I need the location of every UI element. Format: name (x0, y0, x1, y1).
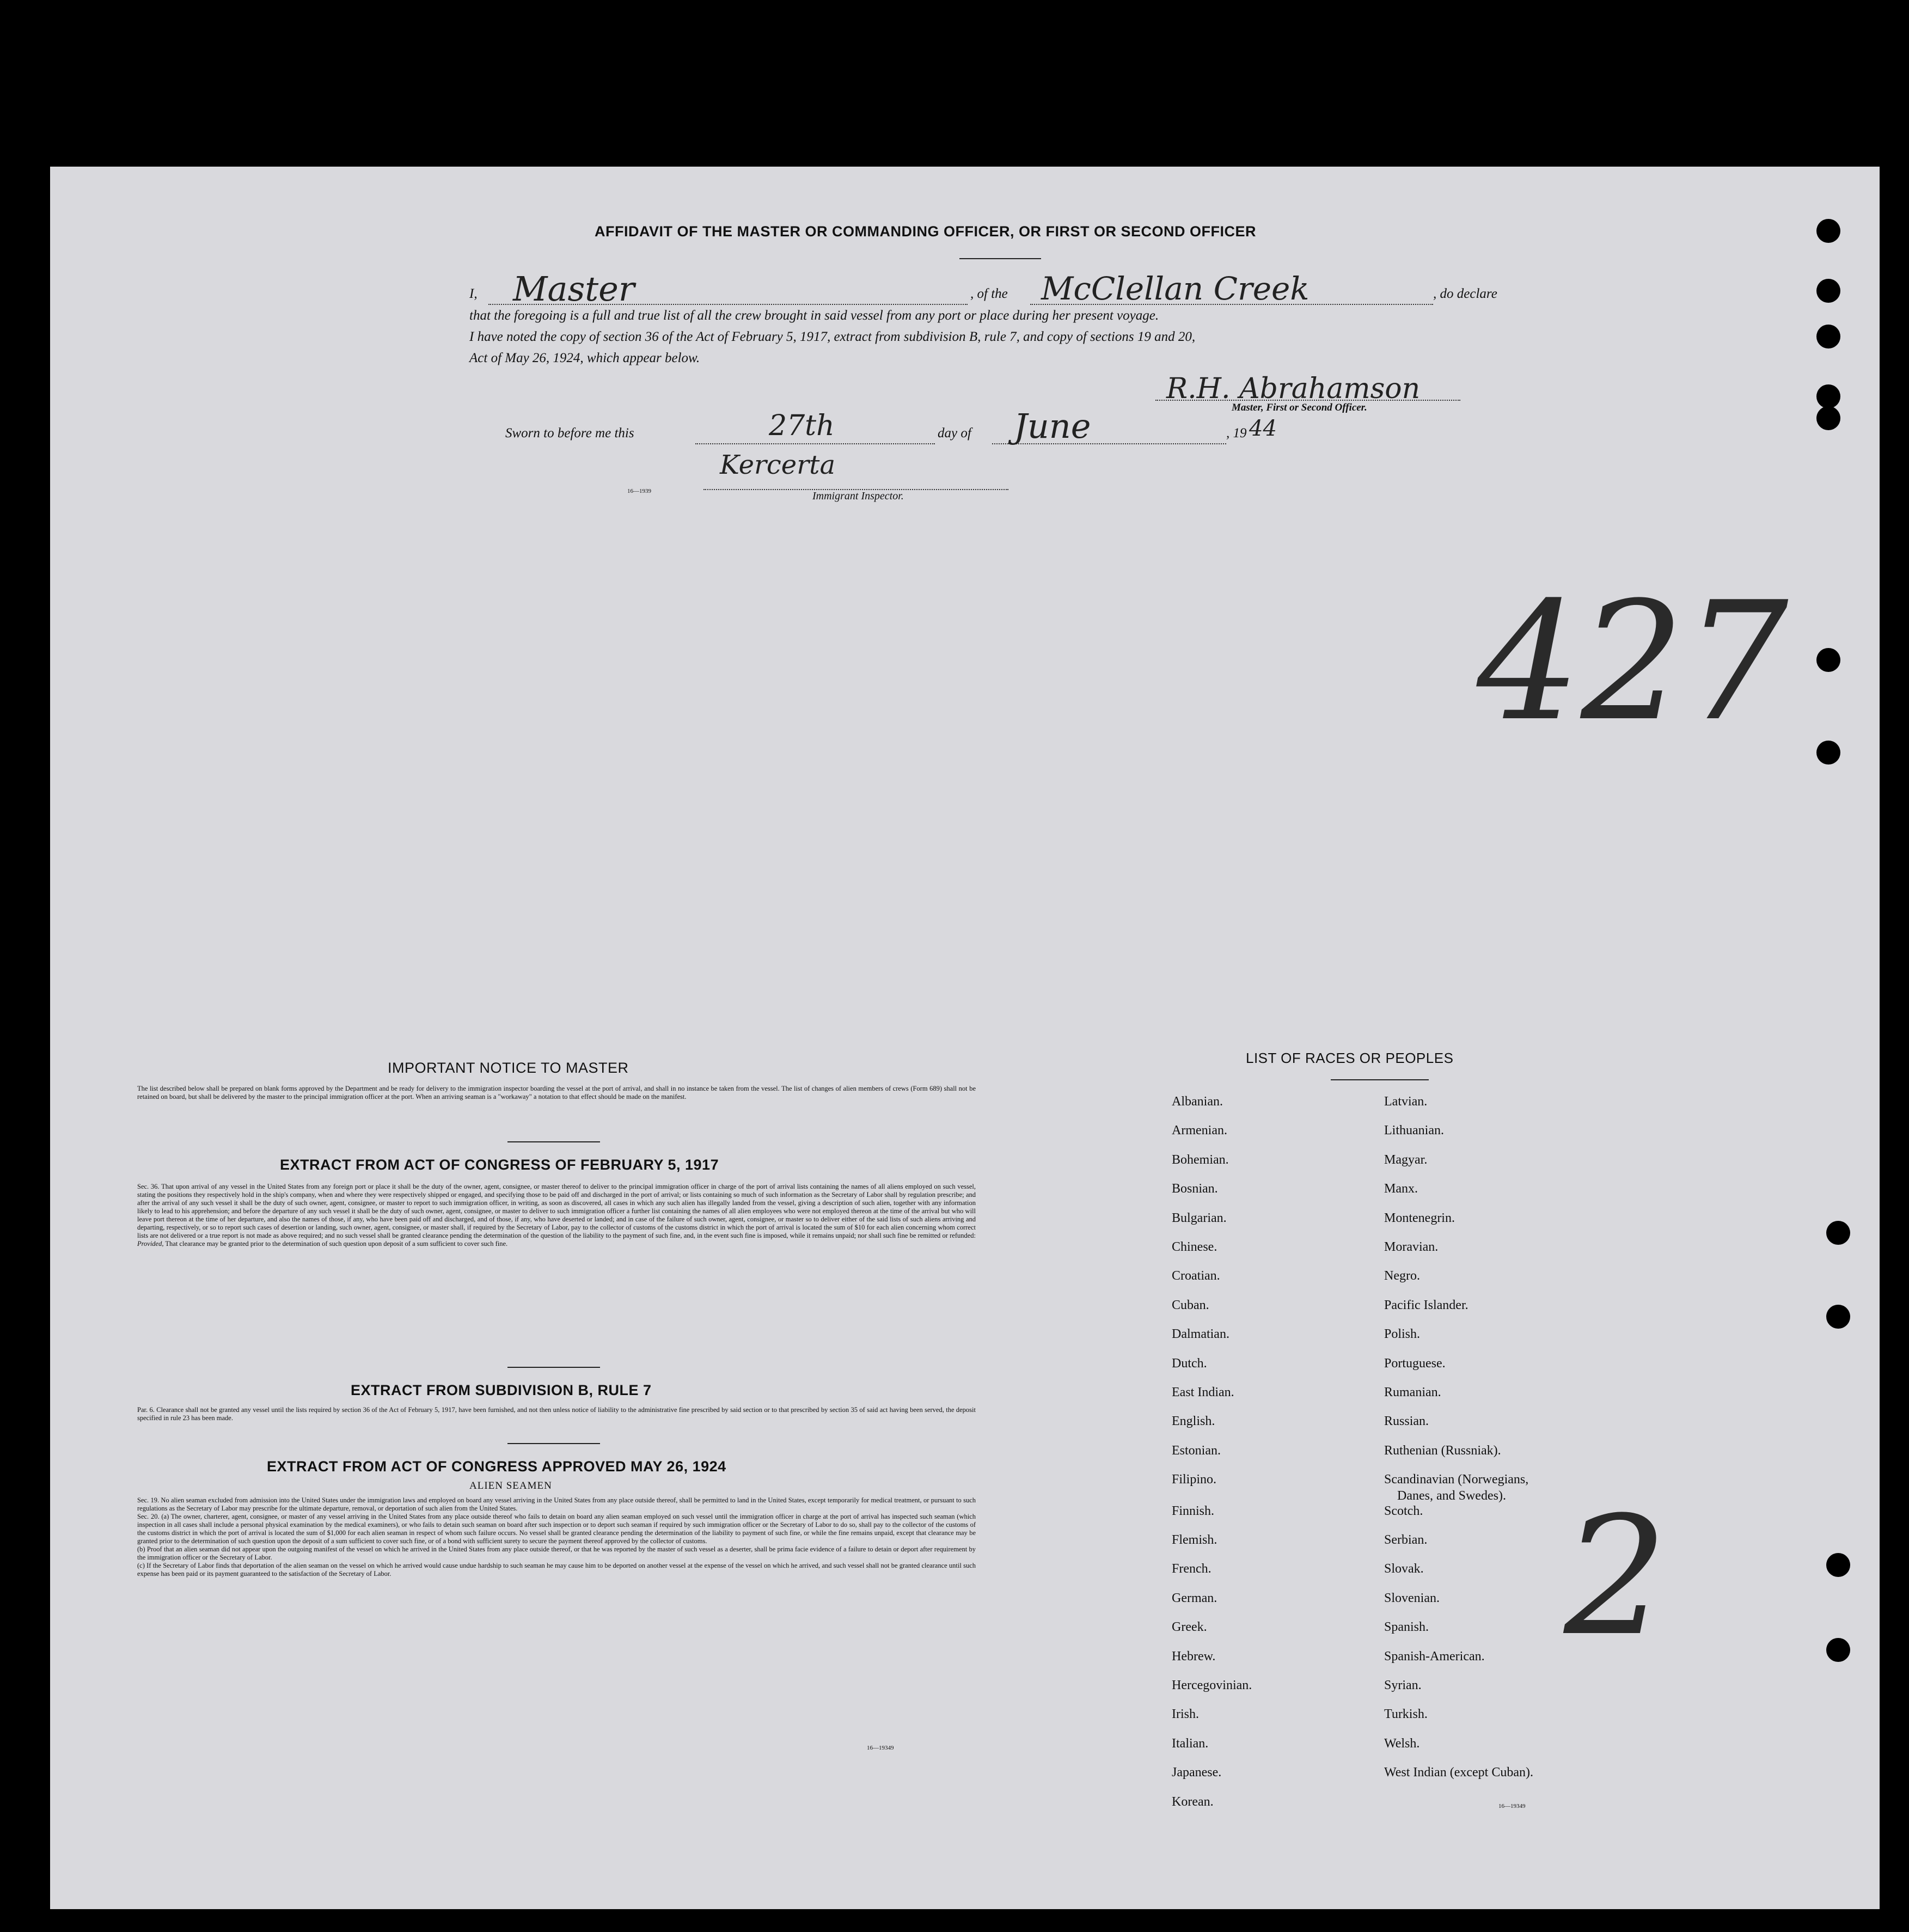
inspector-caption: Immigrant Inspector. (812, 490, 904, 502)
punch-hole (1816, 384, 1840, 408)
extract-1917-body (137, 1183, 976, 1248)
race-right-item: Magyar. (1384, 1152, 1428, 1167)
race-right-item: Ruthenian (Russniak). (1384, 1443, 1501, 1458)
race-left-item: Cuban. (1172, 1298, 1209, 1312)
race-right-item: Danes, and Swedes). (1397, 1489, 1506, 1503)
signature-fill-line (1155, 400, 1460, 401)
handwritten-page-mark: 427 (1477, 567, 1789, 757)
punch-hole (1826, 1221, 1850, 1245)
race-right-item: West Indian (except Cuban). (1384, 1765, 1533, 1780)
race-left-item: Italian. (1172, 1736, 1209, 1751)
section-19-text: Sec. 19. No alien seaman excluded from admission into the United States under the immigration laws and employed on board any vessel arriving in the United States from any place outside thereof, shall be permitted to land in the United States, except temporarily for medical treatment, or pursuant to such regulations as the Secretary of Labor may prescribe for the ultimate departure, removal, or deportation of such alien from the United States. (137, 1496, 976, 1512)
race-right-item: Pacific Islander. (1384, 1298, 1469, 1312)
extract-1924-subtitle: ALIEN SEAMEN (469, 1480, 552, 1491)
signature-caption: Master, First or Second Officer. (1232, 402, 1367, 413)
race-right-item: Scotch. (1384, 1503, 1423, 1518)
race-right-item: Moravian. (1384, 1240, 1439, 1254)
race-left-item: French. (1172, 1562, 1212, 1576)
affidavit-i-label: I, (469, 286, 478, 301)
race-left-item: Dalmatian. (1172, 1327, 1229, 1342)
affidavit-of-the: , of the (970, 286, 1008, 301)
race-left-item: English. (1172, 1414, 1215, 1429)
race-right-item: Welsh. (1384, 1736, 1420, 1751)
race-left-item: Bulgarian. (1172, 1210, 1227, 1225)
day-of-label: day of (938, 426, 971, 441)
affidavit-do-declare: , do declare (1433, 286, 1497, 301)
race-right-item: Lithuanian. (1384, 1123, 1444, 1138)
extract-1924-body (137, 1496, 976, 1578)
affidavit-line-2: that the foregoing is a full and true list of all the crew brought in said vessel from any port or place during her present voyage. (469, 308, 1159, 323)
punch-hole (1816, 406, 1840, 430)
race-left-item: Irish. (1172, 1707, 1199, 1722)
race-left-item: Dutch. (1172, 1356, 1207, 1371)
race-right-item: Montenegrin. (1384, 1210, 1455, 1225)
race-right-item: Russian. (1384, 1414, 1429, 1429)
race-right-item: Portuguese. (1384, 1356, 1446, 1371)
notice-divider (507, 1141, 600, 1142)
race-right-item: Polish. (1384, 1327, 1421, 1342)
race-left-item: Chinese. (1172, 1240, 1217, 1254)
race-right-item: Syrian. (1384, 1678, 1422, 1692)
extract-form-number: 16—19349 (867, 1745, 894, 1751)
rule-7-title: EXTRACT FROM SUBDIVISION B, RULE 7 (351, 1382, 652, 1398)
race-left-item: Filipino. (1172, 1472, 1217, 1487)
races-title: LIST OF RACES OR PEOPLES (1246, 1050, 1454, 1066)
title-divider (959, 258, 1041, 259)
race-left-item: Croatian. (1172, 1269, 1220, 1283)
races-divider (1331, 1079, 1429, 1080)
affidavit-line-3: I have noted the copy of section 36 of the Act of February 5, 1917, extract from subdivision B, rule 7, and copy of sections 19 and 20, (469, 329, 1196, 344)
race-left-item: Flemish. (1172, 1533, 1217, 1547)
race-left-item: Greek. (1172, 1620, 1207, 1635)
section-20a-text: Sec. 20. (a) The owner, charterer, agent, consignee, or master of any vessel arriving in the United States from any place outside thereof who fails to detain on board any alien seaman employed on such vessel until the immigration officer in charge at the port of arrival has inspected such seaman (which inspection in all cases shall include a personal physical examination by the medical examiners), or who fails to detain such seaman on board after such inspection or to deport such seaman if required by such immigration officer or the Secretary of Labor to do so, shall pay to the collector of the customs of the customs district in which the port of arrival is located the sum of $1,000 for each alien seaman in respect of whom such failure occurs. No vessel shall be granted clearance pending the determination of the liability to payment of such fine, or while the fine remains unpaid, except that clearance may be granted prior to the determination of such question upon the deposit of a sum sufficient to cover such fine, or of a bond with sufficient surety to secure the payment thereof approved by the collector of customs. (137, 1513, 976, 1545)
race-left-item: Hercegovinian. (1172, 1678, 1252, 1692)
year-handwritten: 44 (1249, 416, 1277, 441)
rule-7-body: Par. 6. Clearance shall not be granted any vessel until the lists required by section 36 of the Act of February 5, 1917, have been furnished, and not then unless notice of liability to the administrative fine prescribed by said section or to that prescribed by section 35 of said act having been served, the deposit specified in rule 23 has been made. (137, 1406, 976, 1422)
punch-hole (1816, 279, 1840, 303)
race-right-item: Negro. (1384, 1269, 1420, 1283)
race-right-item: Spanish. (1384, 1620, 1429, 1635)
inspector-signature: Kercerta (720, 450, 836, 480)
affidavit-title: AFFIDAVIT OF THE MASTER OR COMMANDING OFFICER, OR FIRST OR SECOND OFFICER (595, 223, 1256, 240)
rank-handwritten: Master (513, 269, 635, 309)
notice-body: The list described below shall be prepared on blank forms approved by the Department and be ready for delivery to the immigration inspector boarding the vessel at the port of arrival, and shall in no instance be taken from the vessel. The list of changes of alien members of crews (Form 689) shall not be retained on board, but shall be delivered by the master to the principal immigration officer at the port. When an arriving seaman is a "workaway" a notation to that effect should be made on the manifest. (137, 1085, 976, 1100)
affidavit-line-4: Act of May 26, 1924, which appear below. (469, 351, 700, 365)
master-signature: R.H. Abrahamson (1166, 372, 1421, 405)
race-left-item: East Indian. (1172, 1385, 1234, 1399)
race-right-item: Manx. (1384, 1182, 1418, 1196)
race-left-item: Estonian. (1172, 1443, 1221, 1458)
race-right-item: Turkish. (1384, 1707, 1428, 1722)
affidavit-form-number: 16—1939 (627, 488, 651, 494)
race-right-item: Spanish-American. (1384, 1649, 1485, 1664)
month-handwritten: June (1014, 406, 1091, 446)
race-left-item: Bosnian. (1172, 1182, 1218, 1196)
vessel-handwritten: McClellan Creek (1041, 270, 1310, 307)
punch-hole (1816, 648, 1840, 672)
race-left-item: Albanian. (1172, 1095, 1223, 1109)
punch-hole (1826, 1305, 1850, 1329)
handwritten-count-mark: 2 (1564, 1482, 1668, 1672)
race-left-item: Bohemian. (1172, 1152, 1229, 1167)
extract-1917-divider (507, 1367, 600, 1368)
extract-1917-title: EXTRACT FROM ACT OF CONGRESS OF FEBRUARY 5, 1917 (280, 1157, 719, 1173)
race-right-item: Slovenian. (1384, 1591, 1440, 1605)
race-left-item: German. (1172, 1591, 1217, 1605)
extract-1924-title: EXTRACT FROM ACT OF CONGRESS APPROVED MAY 26, 1924 (267, 1458, 726, 1475)
proviso-label: Provided, (137, 1240, 164, 1248)
punch-hole (1826, 1553, 1850, 1577)
race-left-item: Finnish. (1172, 1503, 1215, 1518)
sworn-label: Sworn to before me this (505, 426, 634, 441)
document-page (50, 167, 1880, 1909)
section-20c-text: (c) If the Secretary of Labor finds that deportation of the alien seaman on the vessel on which he arrived would cause undue hardship to such seaman he may cause him to be deported on another vessel at the expense of the vessel on which he arrived, and such vessel shall not be granted clearance until such expense has been paid or its payment guaranteed to the satisfaction of the Secretary of Labor. (137, 1562, 976, 1578)
races-form-number: 16—19349 (1498, 1803, 1526, 1809)
year-prefix: , 19 (1226, 426, 1247, 441)
race-right-item: Rumanian. (1384, 1385, 1441, 1399)
section-20b-text: (b) Proof that an alien seaman did not appear upon the outgoing manifest of the vessel on which he arrived in the United States from any place outside thereof, or that he was reported by the master of such vessel as a deserter, shall be prima facie evidence of a failure to detain or deport after requirement by the immigration officer or the Secretary of Labor. (137, 1545, 976, 1561)
day-handwritten: 27th (769, 409, 835, 442)
punch-hole (1826, 1638, 1850, 1662)
race-left-item: Korean. (1172, 1794, 1214, 1809)
race-left-item: Hebrew. (1172, 1649, 1216, 1664)
race-right-item: Latvian. (1384, 1095, 1428, 1109)
race-right-item: Slovak. (1384, 1562, 1424, 1576)
rule-7-divider (507, 1443, 600, 1444)
punch-hole (1816, 741, 1840, 765)
day-fill-line (695, 443, 935, 444)
punch-hole (1816, 219, 1840, 243)
punch-hole (1816, 325, 1840, 349)
extract-1917-text: Sec. 36. That upon arrival of any vessel in the United States from any foreign port or place it shall be the duty of the owner, agent, consignee, or master thereof to deliver to the principal immigration officer in charge of the port of arrival lists containing the names of all aliens employed on such vessel, stating the positions they respectively hold in the ship's company, when and where they were respectively shipped or engaged, and specifying those to be paid off and discharged in the port of arrival; or lists containing so much of such information as the Secretary of Labor shall by regulation prescribe; and after the arrival of any such vessel it shall be the duty of such owner, agent, consignee, or master to report to such immigration officer, in writing, as soon as discovered, all cases in which any such alien has illegally landed from the vessel, giving a description of such alien, together with any information likely to lead to his apprehension; and before the departure of any such vessel it shall be the duty of such owner, agent, consignee, or master to deliver to such immigration officer a further list containing the names of all alien employees who were not employed thereon at the time of the arrival but who will leave port thereon at the time of her departure, and also the names of those, if any, who have been paid off and discharged, and of those, if any, who have deserted or landed; and in case of the failure of such owner, agent, consignee, or master so to deliver either of the said lists of such aliens arriving and departing, respectively, or so to report such cases of desertion or landing, such owner, agent, consignee, or master shall, if required by the Secretary of Labor, pay to the collector of customs of the customs district in which the port of arrival is located the sum of $10 for each alien concerning whom correct lists are not delivered or a true report is not made as above required; and no such vessel shall be granted clearance pending the determination of the question of the liability to the payment of such fine, and, in the event such fine is imposed, while it remains unpaid; nor shall such fine be remitted or refunded: (137, 1183, 976, 1239)
proviso-text: That clearance may be granted prior to the determination of such question upon deposit of a sum sufficient to cover such fine. (165, 1240, 508, 1248)
race-left-item: Armenian. (1172, 1123, 1227, 1138)
race-right-item: Scandinavian (Norwegians, (1384, 1472, 1529, 1487)
race-right-item: Serbian. (1384, 1533, 1428, 1547)
notice-title: IMPORTANT NOTICE TO MASTER (388, 1060, 629, 1076)
race-left-item: Japanese. (1172, 1765, 1222, 1780)
